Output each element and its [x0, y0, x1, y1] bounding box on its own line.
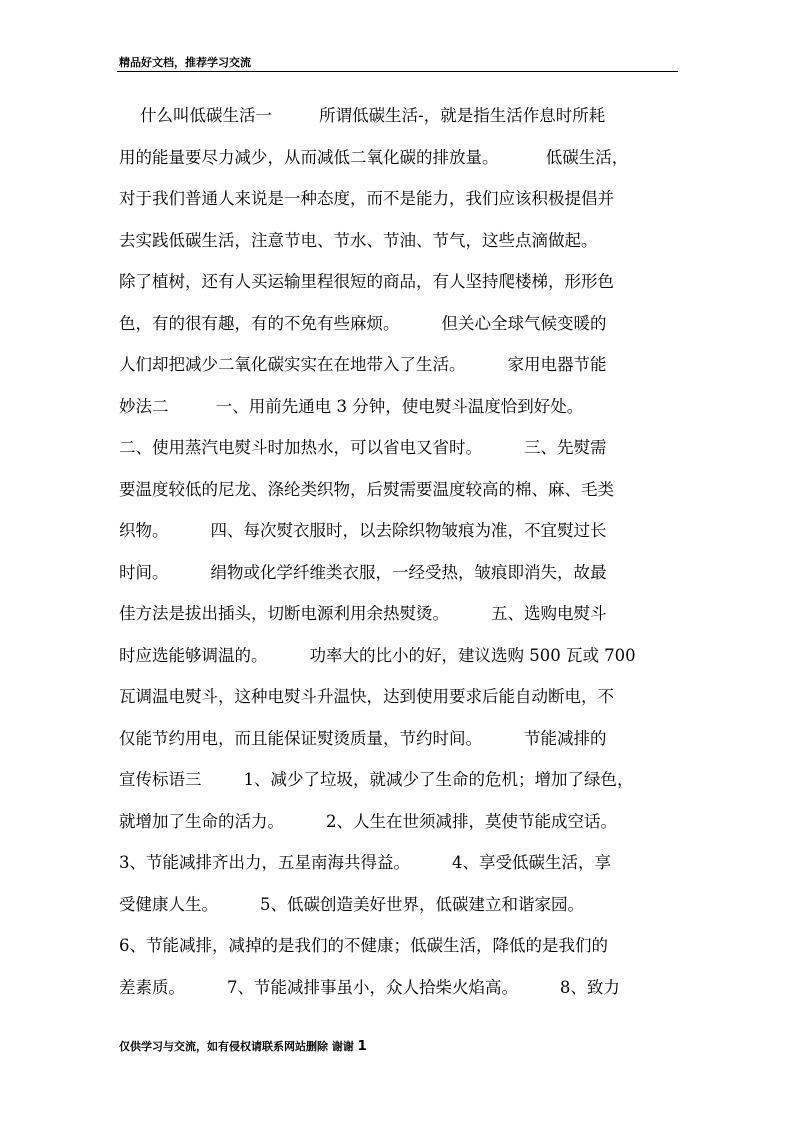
page-number: 1: [357, 1039, 367, 1054]
body-line: 宣传标语三 1、减少了垃圾，就减少了生命的危机；增加了绿色，: [119, 770, 634, 789]
body-line: 佳方法是拔出插头，切断电源利用余热熨烫。 五、选购电熨斗: [119, 604, 607, 623]
body-line: 人们却把减少二氧化碳实实在在地带入了生活。 家用电器节能: [119, 355, 607, 374]
body-line: 织物。 四、每次熨衣服时，以去除织物皱痕为准，不宜熨过长: [119, 521, 607, 540]
body-line: 就增加了生命的活力。 2、人生在世须减排，莫使节能成空话。: [119, 811, 617, 831]
body-line: 差素质。 7、节能减排事虽小，众人拾柴火焰高。 8、致力: [119, 977, 620, 997]
body-line: 什么叫低碳生活一 所谓低碳生活-，就是指生活作息时所耗: [119, 106, 606, 125]
body-line: 时应选能够调温的。 功率大的比小的好，建议选购 500 瓦或 700: [119, 645, 636, 665]
body-line: 去实践低碳生活，注意节电、节水、节油、节气，这些点滴做起。: [119, 230, 598, 250]
body-line: 瓦调温电熨斗，这种电熨斗升温快，达到使用要求后能自动断电，不: [119, 687, 614, 706]
body-line: 色，有的很有趣，有的不免有些麻烦。 但关心全球气候变暖的: [119, 313, 607, 333]
header-divider: [117, 71, 678, 72]
body-line: 除了植树，还有人买运输里程很短的商品，有人坚持爬楼梯，形形色: [119, 272, 614, 291]
page-header: 精品好文档，推荐学习交流: [119, 56, 251, 69]
body-line: 受健康人生。 5、低碳创造美好世界，低碳建立和谐家园。: [119, 894, 584, 914]
body-line: 二、使用蒸汽电熨斗时加热水，可以省电又省时。 三、先熨需: [119, 438, 607, 457]
body-line: 仅能节约用电，而且能保证熨烫质量，节约时间。 节能减排的: [119, 728, 607, 748]
body-line: 时间。 绢物或化学纤维类衣服，一经受热，皱痕即消失，故最: [119, 562, 607, 582]
body-line: 要温度较低的尼龙、涤纶类织物，后熨需要温度较高的棉、麻、毛类: [119, 479, 614, 499]
body-line: 6、节能减排，减掉的是我们的不健康；低碳生活，降低的是我们的: [119, 936, 608, 955]
document-body: [119, 102, 679, 1015]
body-line: 妙法二 一、用前先通电 3 分钟，使电熨斗温度恰到好处。: [119, 396, 584, 416]
body-line: 用的能量要尽力减少，从而减低二氧化碳的排放量。 低碳生活，: [119, 147, 629, 167]
footer-note: 仅供学习与交流，如有侵权请联系网站删除 谢谢: [119, 1040, 354, 1053]
body-line: 对于我们普通人来说是一种态度，而不是能力，我们应该积极提倡并: [119, 189, 614, 208]
page-footer: [119, 1040, 367, 1054]
body-line: 3、节能减排齐出力，五星南海共得益。 4、享受低碳生活，享: [119, 853, 611, 872]
